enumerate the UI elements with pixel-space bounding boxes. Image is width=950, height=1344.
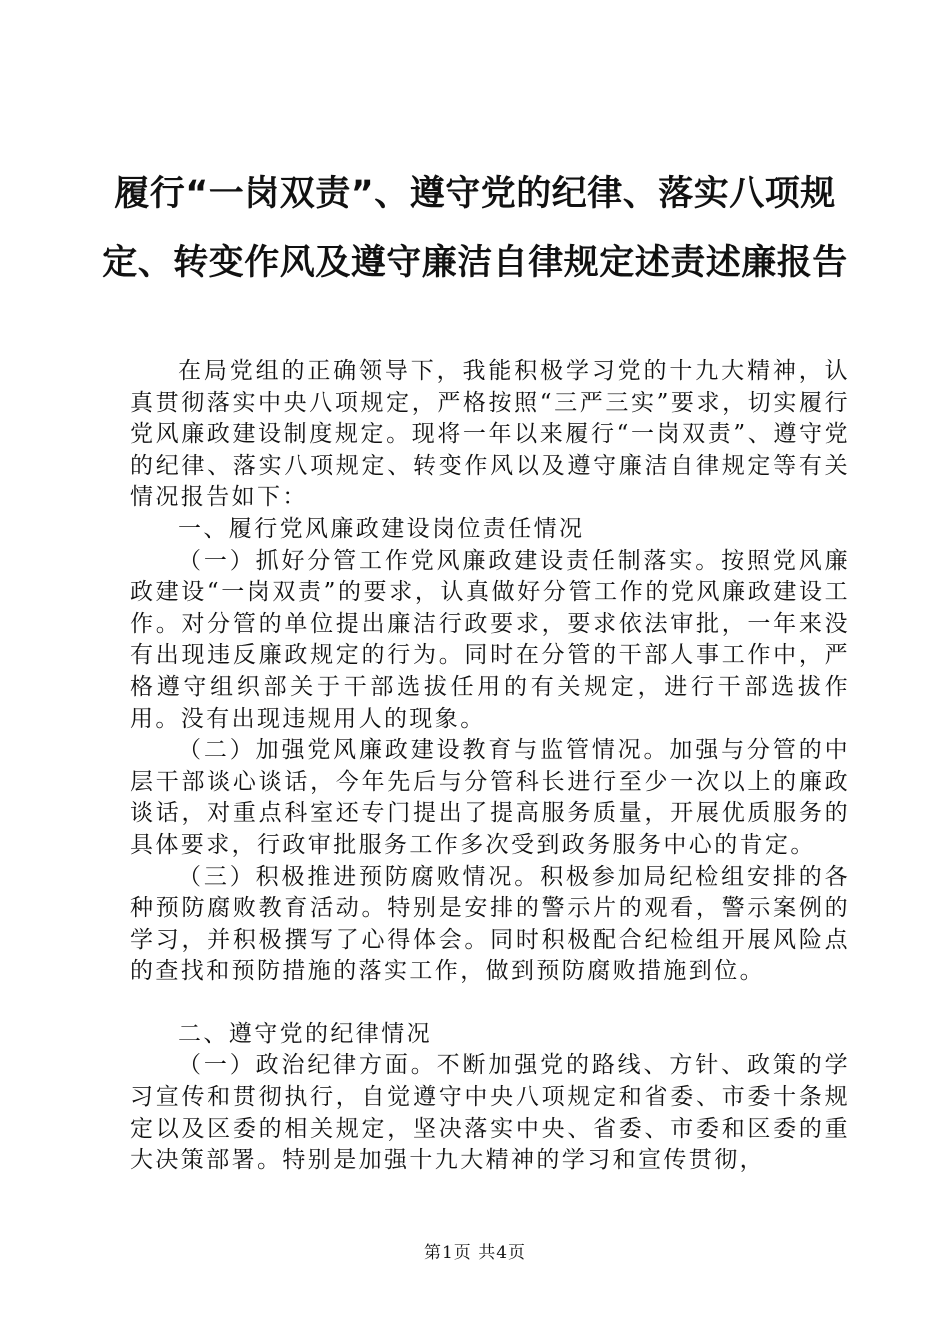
paragraph-1-1: （一）抓好分管工作党风廉政建设责任制落实。按照党风廉政建设“一岗双责”的要求，认真做好分管工作的党风廉政建设工作。对分管的单位提出廉洁行政要求，要求依法审批，一年来没有出现违反廉政规定的行为。同时在分管的干部人事工作中，严格遵守组织部关于干部选拔任用的有关规定，进行干部选拔作用。没有出现违规用人的现象。: [130, 547, 850, 732]
intro-paragraph: 在局党组的正确领导下，我能积极学习党的十九大精神，认真贯彻落实中央八项规定，严格按照“三严三实”要求，切实履行党风廉政建设制度规定。现将一年以来履行“一岗双责”、遵守党的纪律、落实八项规定、转变作风以及遵守廉洁自律规定等有关情况报告如下：: [130, 358, 850, 511]
document-body: [130, 356, 850, 1177]
document-title: 履行“一岗双责”、遵守党的纪律、落实八项规定、转变作风及遵守廉洁自律规定述责述廉报告: [102, 174, 848, 283]
paragraph-2-1: （一）政治纪律方面。不断加强党的路线、方针、政策的学习宣传和贯彻执行，自觉遵守中央八项规定和省委、市委十条规定以及区委的相关规定，坚决落实中央、省委、市委和区委的重大决策部署。特别是加强十九大精神的学习和宣传贯彻，: [130, 1052, 850, 1174]
section-heading-2: 二、遵守党的纪律情况: [178, 1020, 432, 1047]
section-heading-1: 一、履行党风廉政建设岗位责任情况: [178, 515, 585, 542]
page-footer: 第1页 共4页: [423, 1243, 527, 1263]
paragraph-1-3: （三）积极推进预防腐败情况。积极参加局纪检组安排的各种预防腐败教育活动。特别是安排的警示片的观看，警示案例的学习，并积极撰写了心得体会。同时积极配合纪检组开展风险点的查找和预防措施的落实工作，做到预防腐败措施到位。: [130, 863, 850, 985]
paragraph-1-2: （二）加强党风廉政建设教育与监管情况。加强与分管的中层干部谈心谈话，今年先后与分管科长进行至少一次以上的廉政谈话，对重点科室还专门提出了提高服务质量，开展优质服务的具体要求，行政审批服务工作多次受到政务服务中心的肯定。: [130, 737, 850, 858]
